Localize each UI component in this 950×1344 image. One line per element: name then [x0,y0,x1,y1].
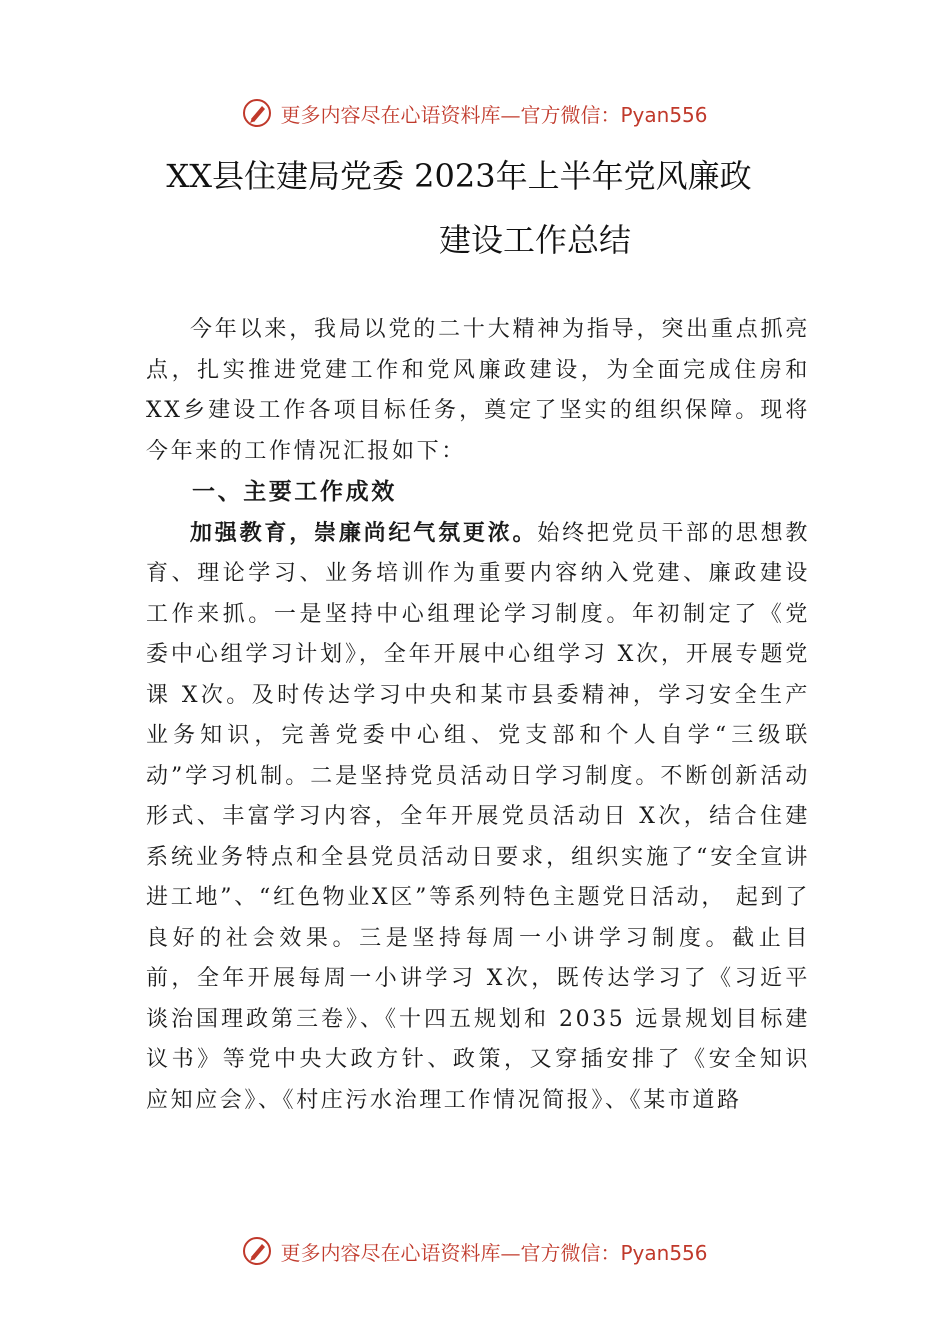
section-heading: 一、主要工作成效 [192,479,397,505]
watermark-text [280,99,707,128]
watermark-id: Pyan556 [620,1240,708,1265]
header-watermark [0,98,950,128]
watermark-id: Pyan556 [620,102,708,127]
paragraph-text: 始终把党员干部的思想教育、理论学习、业务培训作为重要内容纳入党建、廉政建设工作来抓。一是坚持中心组理论学习制度。年初制定了《党委中心组学习计划》，全年开展中心组学习 X次，开展专题党课 X次。及时传达学习中央和某市县委精神，学习安全生产业务知识，完善党委中心组、党支部和个人自学“三级联动”学习机制。二是坚持党员活动日学习制度。不断创新活动形式、丰富学习内容，全年开展党员活动日 X次，结合住建系统业务特点和全县党员活动日要求，组织实施了“安全宣讲进工地”、“红色物业X区”等系列特色主题党日活动， 起到了良好的社会效果。三是坚持每周一小讲学习制度。截止目前，全年开展每周一小讲学习 X次，既传达学习了《习近平谈治国理政第三卷》、《十四五规划和 2035 远景规划目标建议书》等党中央大政方针、政策，又穿插安排了《安全知识应知应会》、《村庄污水治理工作情况简报》、《某市道路 [146,520,810,1113]
document-title-line1: XX县住建局党委 2023年上半年党风廉政 [166,157,752,195]
body-paragraph [146,513,810,1122]
watermark-brand: 更多内容尽在心语资料库 [280,102,501,127]
pen-logo-icon [242,1236,272,1266]
footer-watermark [0,1236,950,1266]
watermark-text [280,1237,707,1266]
pen-logo-icon [242,98,272,128]
intro-paragraph: 今年以来，我局以党的二十大精神为指导，突出重点抓亮点，扎实推进党建工作和党风廉政建设，为全面完成住房和XX乡建设工作各项目标任务，奠定了坚实的组织保障。现将今年来的工作情况汇报如下： [146,317,810,464]
document-body [146,310,810,1121]
watermark-separator: — [500,102,521,127]
paragraph-lead: 加强教育，崇廉尚纪气氛更浓。 [190,519,538,546]
watermark-brand: 更多内容尽在心语资料库 [280,1240,501,1265]
watermark-label: 官方微信： [520,102,621,127]
document-title-line2: 建设工作总结 [438,221,631,259]
watermark-separator: — [500,1240,521,1265]
watermark-label: 官方微信： [520,1240,621,1265]
